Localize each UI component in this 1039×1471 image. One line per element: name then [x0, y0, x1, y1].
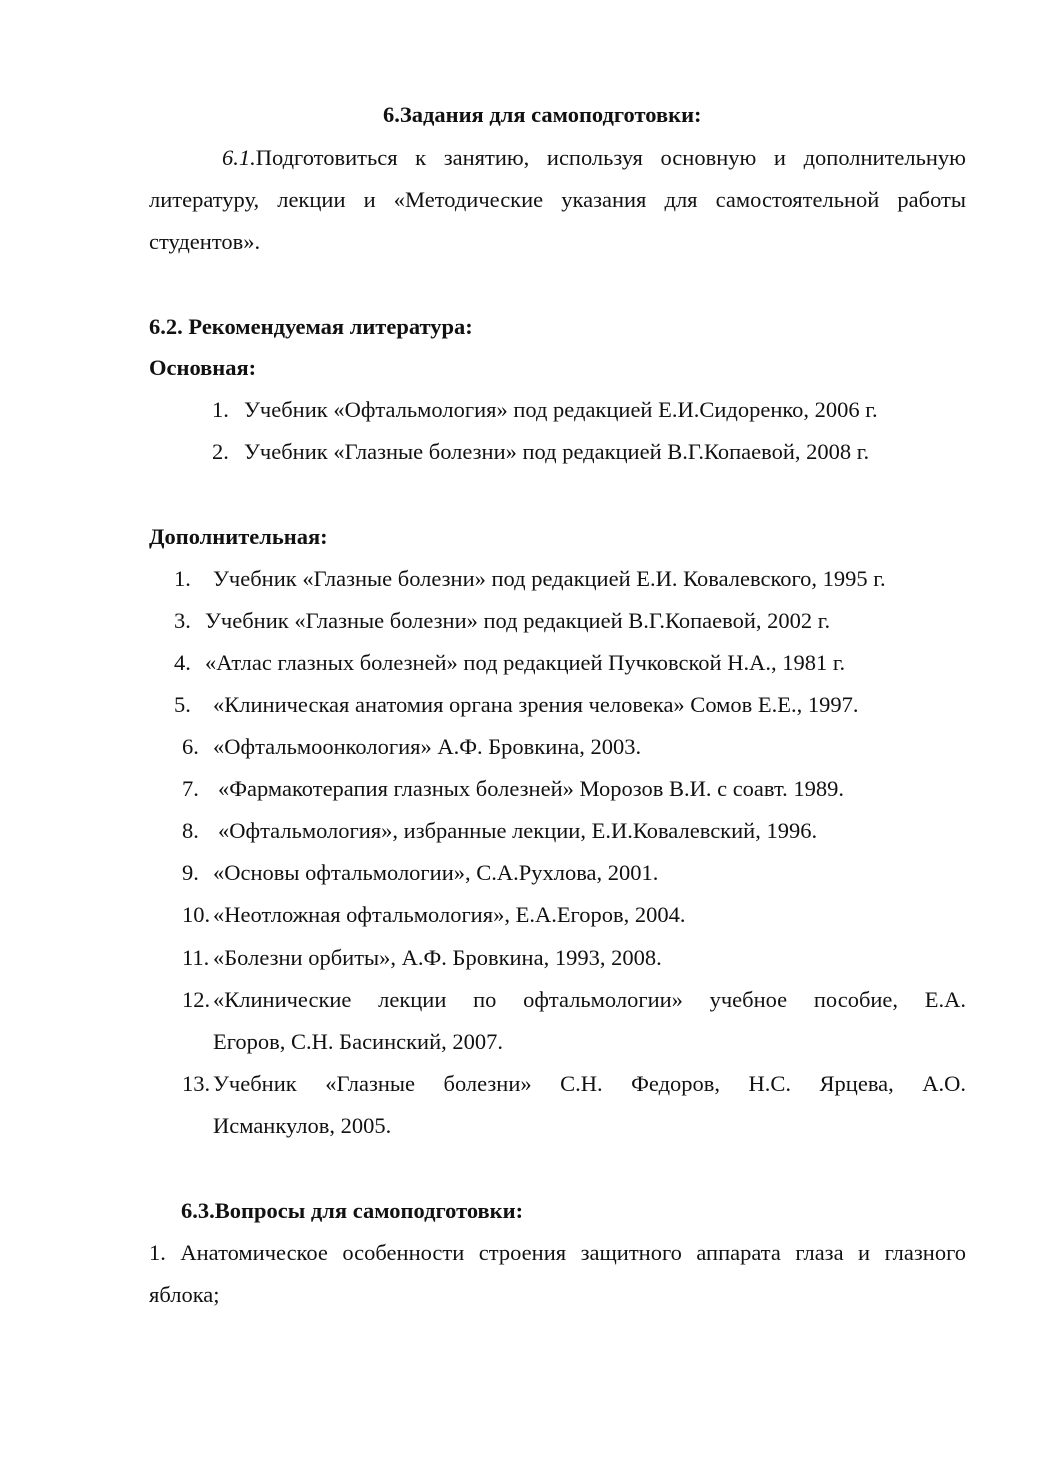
list-item-number: 1.: [212, 397, 229, 422]
paragraph-6-1-line2: литературу, лекции и «Методические указания для самостоятельной работы: [149, 187, 966, 212]
list-item: «Фармакотерапия глазных болезней» Морозов В.И. с соавт. 1989.: [218, 776, 844, 801]
list-item-number: 3.: [174, 608, 191, 633]
paragraph-6-1-line1: [222, 143, 966, 173]
list-item: Учебник «Глазные болезни» С.Н. Федоров, Н.С. Ярцева, А.О.: [213, 1071, 966, 1096]
list-item: «Атлас глазных болезней» под редакцией Пучковской Н.А., 1981 г.: [205, 650, 846, 675]
list-item-number: 13.: [182, 1071, 211, 1096]
paragraph-6-1-line3: студентов».: [149, 229, 261, 254]
list-item-number: 8.: [182, 818, 199, 843]
list-item-number: 9.: [182, 860, 199, 885]
list-item: «Офтальмология», избранные лекции, Е.И.Ковалевский, 1996.: [218, 818, 818, 843]
extra-literature-heading: Дополнительная:: [149, 524, 328, 549]
list-item-continuation: Егоров, С.Н. Басинский, 2007.: [213, 1029, 504, 1054]
main-literature-heading: Основная:: [149, 355, 257, 380]
list-item: Учебник «Глазные болезни» под редакцией В.Г.Копаевой, 2002 г.: [205, 608, 831, 633]
paragraph-text: Подготовиться к занятию, используя основную и дополнительную: [255, 145, 966, 170]
list-item-number: 4.: [174, 650, 191, 675]
list-item-continuation: Исманкулов, 2005.: [213, 1113, 392, 1138]
list-item: «Неотложная офтальмология», Е.А.Егоров, 2004.: [213, 902, 686, 927]
list-item-number: 6.: [182, 734, 199, 759]
list-item-number: 1.: [174, 566, 191, 591]
list-item: Учебник «Глазные болезни» под редакцией Е.И. Ковалевского, 1995 г.: [213, 566, 886, 591]
list-item: «Клинические лекции по офтальмологии» учебное пособие, Е.А.: [213, 987, 966, 1012]
list-item-number: 7.: [182, 776, 199, 801]
list-item: «Болезни орбиты», А.Ф. Бровкина, 1993, 2008.: [213, 945, 662, 970]
list-item: «Основы офтальмологии», С.А.Рухлова, 2001.: [213, 860, 659, 885]
section-title: 6.Задания для самоподготовки:: [383, 102, 702, 127]
question-1-line1: 1. Анатомическое особенности строения защитного аппарата глаза и глазного: [149, 1240, 966, 1265]
list-item: «Клиническая анатомия органа зрения человека» Сомов Е.Е., 1997.: [213, 692, 859, 717]
list-item: Учебник «Офтальмология» под редакцией Е.И.Сидоренко, 2006 г.: [244, 397, 878, 422]
list-item-number: 11.: [182, 945, 210, 970]
section-62-title: 6.2. Рекомендуемая литература:: [149, 314, 473, 339]
list-item-number: 2.: [212, 439, 229, 464]
list-item-number: 10.: [182, 902, 211, 927]
question-1-line2: яблока;: [149, 1282, 220, 1307]
list-item-number: 12.: [182, 987, 211, 1012]
section-63-title: 6.3.Вопросы для самоподготовки:: [181, 1198, 524, 1223]
list-item: «Офтальмоонкология» А.Ф. Бровкина, 2003.: [213, 734, 642, 759]
list-item: Учебник «Глазные болезни» под редакцией В.Г.Копаевой, 2008 г.: [244, 439, 870, 464]
paragraph-number: 6.1.: [222, 145, 256, 170]
list-item-number: 5.: [174, 692, 191, 717]
